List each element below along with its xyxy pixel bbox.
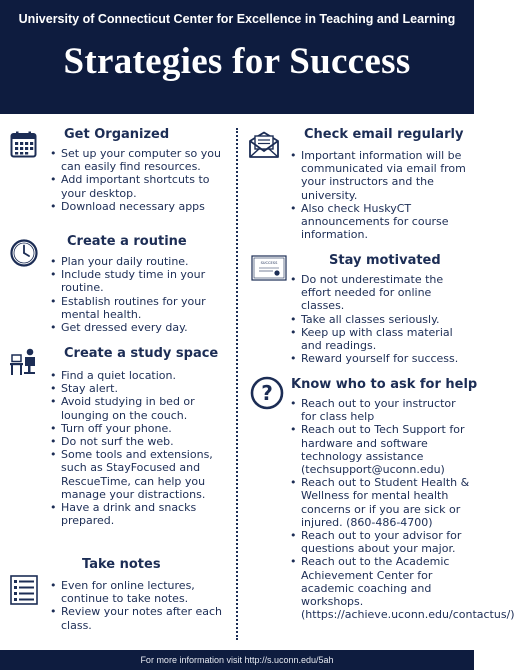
list-item: • Reach out to Student Health & Wellness for mental health concerns or if you are sick or injured. (860-486-4700) xyxy=(290,476,470,529)
list-item: • Reach out to Tech Support for hardware and software technology assistance (techsupport@uconn.edu) xyxy=(290,423,470,476)
list-item: • Stay alert. xyxy=(50,382,226,395)
list-study-space xyxy=(50,369,226,527)
svg-text:?: ? xyxy=(261,381,273,405)
list-check-email xyxy=(290,149,468,241)
list-ask-for-help xyxy=(290,397,515,622)
list-item: • Also check HuskyCT announcements for course information. xyxy=(290,202,468,242)
list-item: • Include study time in your routine. xyxy=(50,268,226,294)
list-item: • Set up your computer so you can easily find resources. xyxy=(50,147,226,173)
list-item: • Review your notes after each class. xyxy=(50,605,232,631)
organization-name: University of Connecticut Center for Excellence in Teaching and Learning xyxy=(18,12,456,26)
section-title-take-notes: Take notes xyxy=(82,557,161,572)
desk-person-icon xyxy=(9,347,41,377)
list-item: • Keep up with class material and readings. xyxy=(290,326,468,352)
question-mark-icon xyxy=(250,376,284,410)
list-item: • Avoid studying in bed or lounging on the couch. xyxy=(50,395,226,421)
list-item: • Reach out to the Academic Achievement Center for academic coaching and workshops. (https://achieve.uconn.edu/contactus/) xyxy=(290,555,470,621)
list-item: • Important information will be communicated via email from your instructors and the university. xyxy=(290,149,468,202)
list-item: • Reach out to your instructor for class help xyxy=(290,397,470,423)
list-get-organized xyxy=(50,147,226,213)
list-item: • Download necessary apps xyxy=(50,200,226,213)
list-item: • Find a quiet location. xyxy=(50,369,226,382)
list-item: • Have a drink and snacks prepared. xyxy=(50,501,226,527)
notes-list-icon xyxy=(10,575,38,605)
list-take-notes xyxy=(50,579,232,632)
header-banner xyxy=(0,0,474,114)
list-item: • Some tools and extensions, such as StayFocused and RescueTime, can help you manage your distractions. xyxy=(50,448,226,501)
list-item: • Even for online lectures, continue to take notes. xyxy=(50,579,232,605)
section-title-stay-motivated: Stay motivated xyxy=(329,253,441,268)
calendar-icon xyxy=(10,131,37,158)
section-title-create-routine: Create a routine xyxy=(67,234,187,249)
footer-info-link[interactable]: For more information visit http://s.uconn.edu/5ah xyxy=(140,655,334,665)
list-stay-motivated xyxy=(290,273,468,365)
list-item: • Reward yourself for success. xyxy=(290,352,468,365)
list-create-routine xyxy=(50,255,226,334)
list-item: • Add important shortcuts to your desktop. xyxy=(50,173,226,199)
envelope-icon xyxy=(248,131,280,159)
section-title-ask-for-help: Know who to ask for help xyxy=(291,377,478,392)
list-item: • Take all classes seriously. xyxy=(290,313,468,326)
section-title-study-space: Create a study space xyxy=(64,346,219,361)
page-title: Strategies for Success xyxy=(63,41,411,82)
footer-bar xyxy=(0,650,474,670)
list-item: • Do not surf the web. xyxy=(50,435,226,448)
list-item: • Establish routines for your mental health. xyxy=(50,295,226,321)
list-item: • Get dressed every day. xyxy=(50,321,226,334)
list-item: • Do not underestimate the effort needed for online classes. xyxy=(290,273,468,313)
section-title-check-email: Check email regularly xyxy=(304,127,464,142)
list-item: • Reach out to your advisor for questions about your major. xyxy=(290,529,470,555)
list-item: • Turn off your phone. xyxy=(50,422,226,435)
certificate-icon xyxy=(251,255,287,281)
clock-icon xyxy=(10,239,38,267)
certificate-label: SUCCESS xyxy=(260,261,278,265)
section-title-get-organized: Get Organized xyxy=(64,127,170,142)
column-divider xyxy=(236,128,238,640)
list-item: • Plan your daily routine. xyxy=(50,255,226,268)
